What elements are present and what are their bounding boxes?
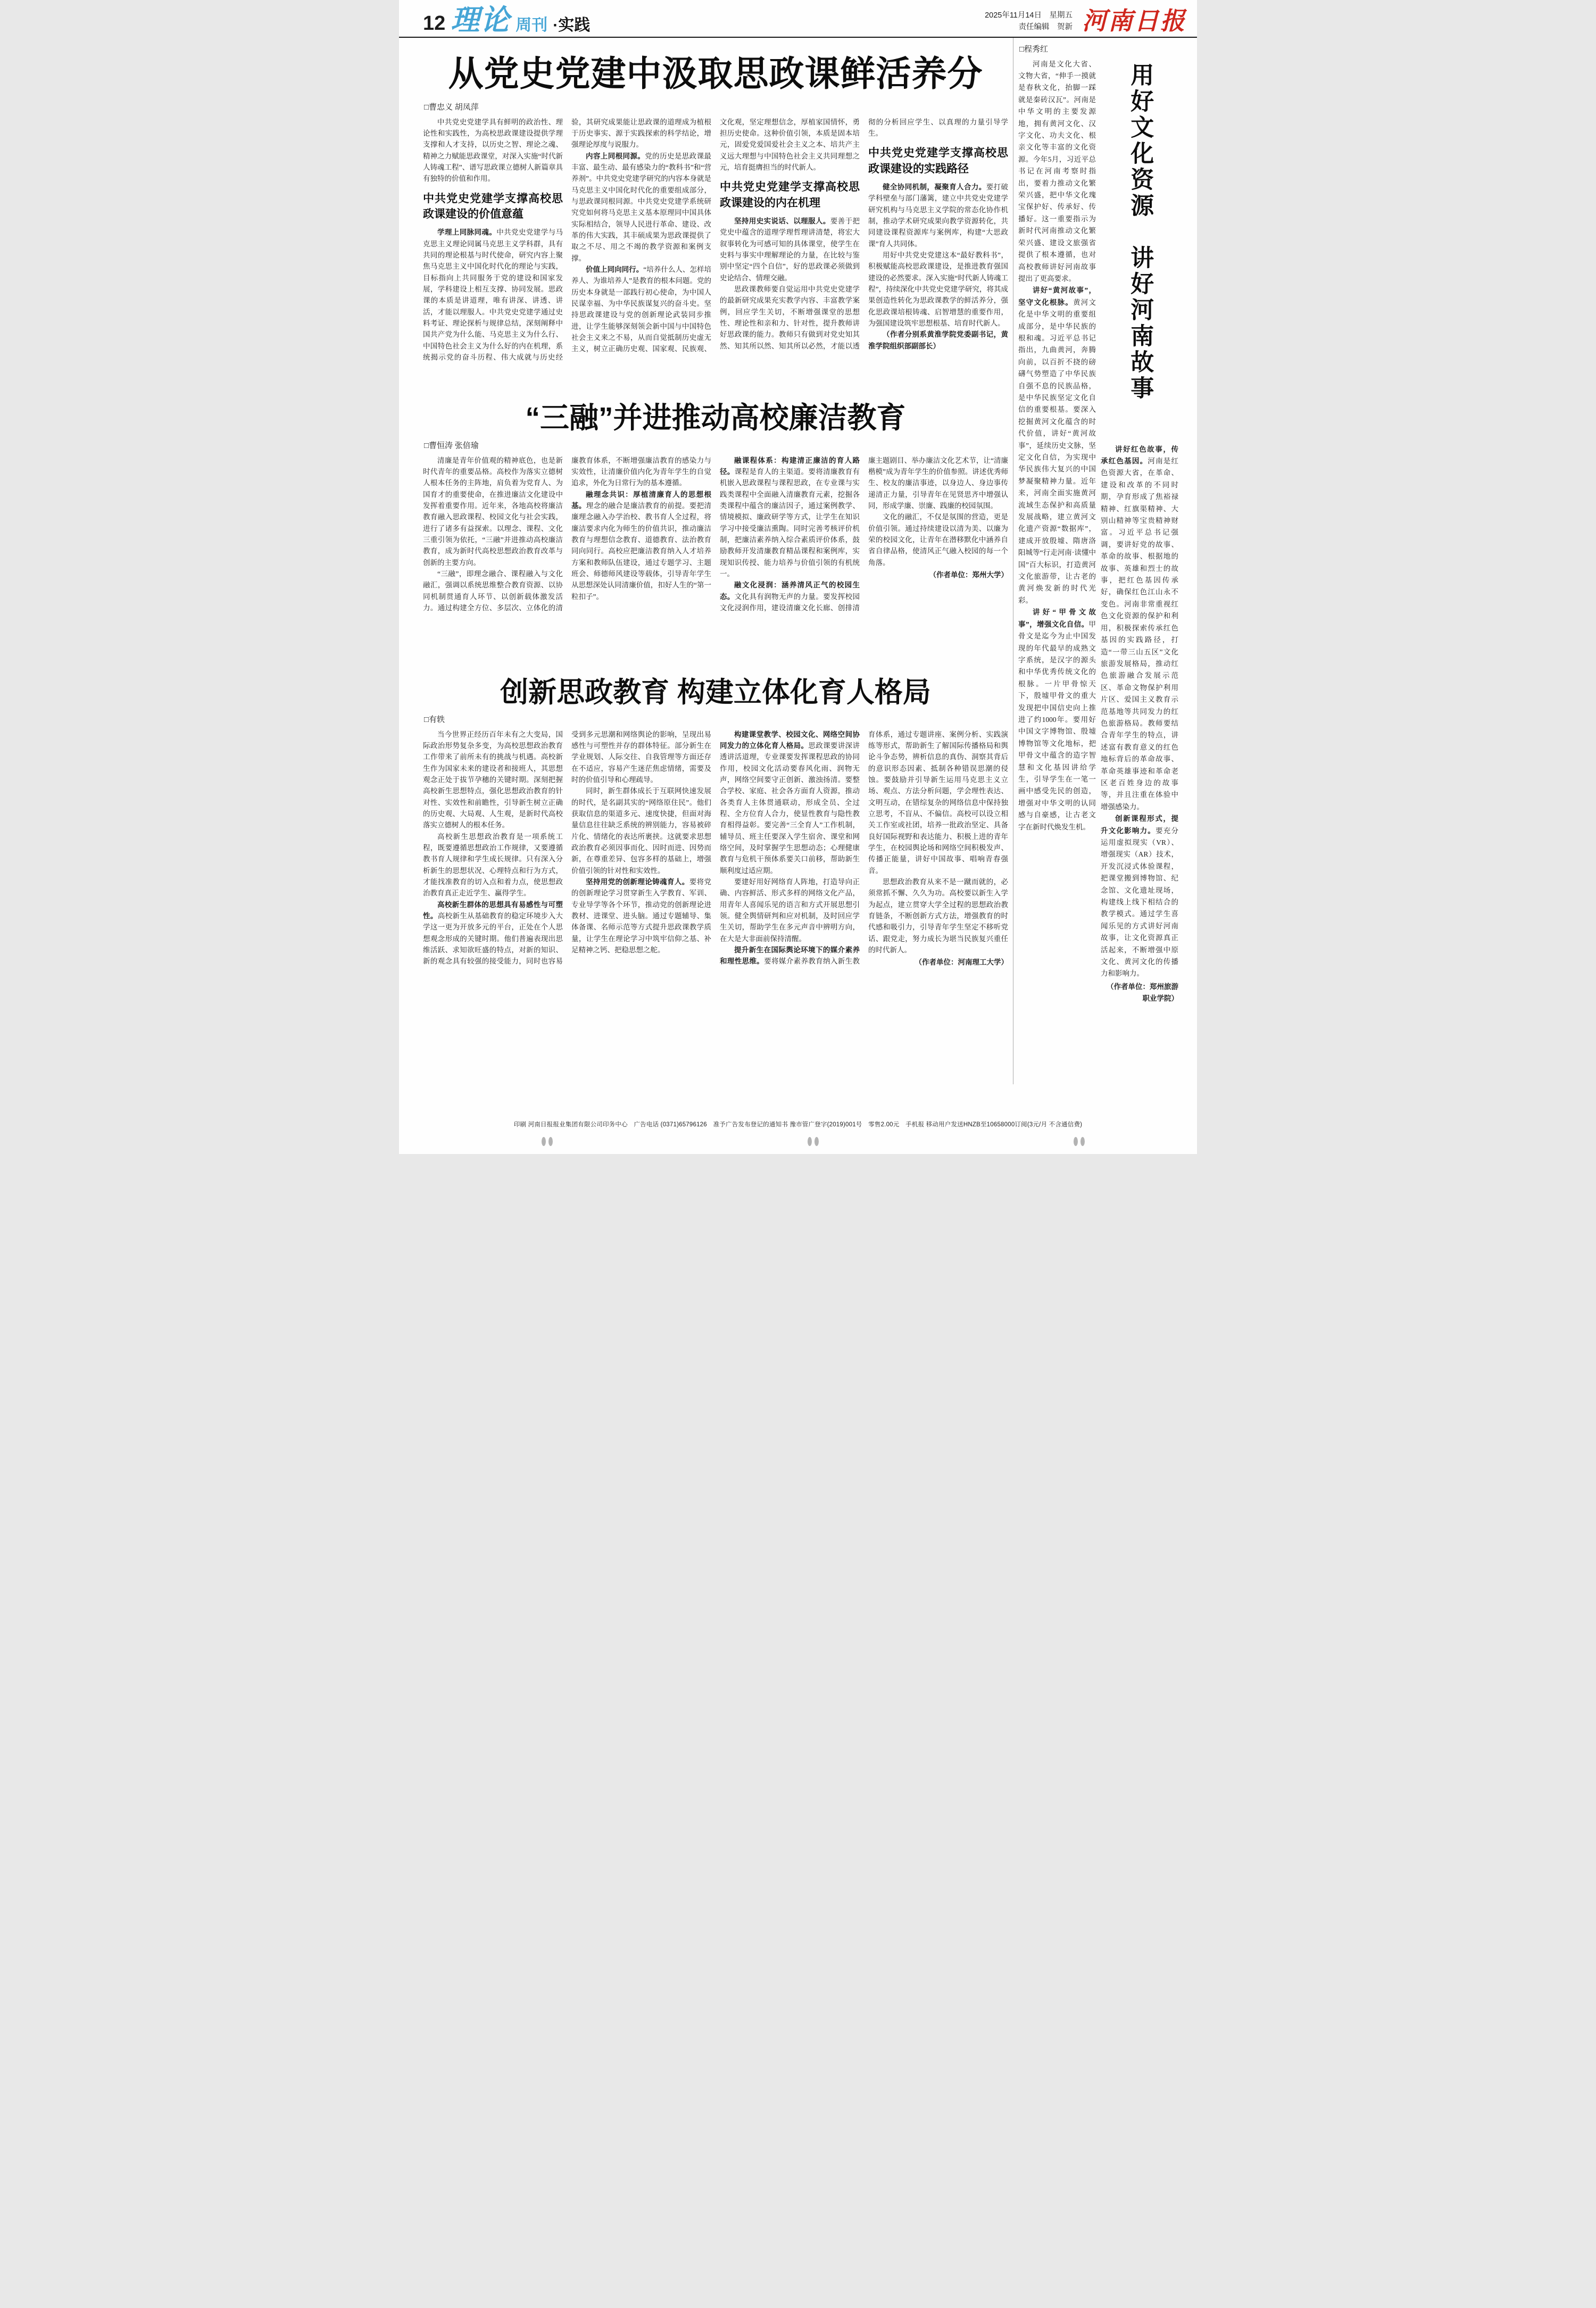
date-text: 2025年11月14日 星期五 [985,11,1073,20]
dateline-block [985,9,1186,34]
paragraph-lead: 高校新生群体的思想具有易感性与可塑性。 [423,900,563,920]
paragraph: 讲好“甲骨文故事”，增强文化自信。甲骨文是迄今为止中国发现的年代最早的成熟文字系统，是汉字的源头和中华优秀传统文化的根脉。一片甲骨惊天下，殷墟甲骨文的重大发现把中国信史向上推进了约1000年。要用好中国文字博物馆、殷墟博物馆等文化地标，把甲骨文中蕴含的造字智慧和文化基因讲给学生，引导学生在一笔一画中感受先民的创造，增强对中华文明的认同感与自豪感，让古老文字在新时代焕发生机。 [1018,608,1096,831]
paragraph: 思想政治教育从来不是一蹴而就的，必须常抓不懈、久久为功。高校要以新生入学为起点，建立贯穿大学全过程的思想政治教育链条，不断创新方式方法，增强教育的时代感和吸引力，引导青年学生坚定不移听党话、跟党走，努力成长为堪当民族复兴重任的时代新人。 [868,877,1008,954]
paragraph-lead: 融文化浸润：涵养清风正气的校园生态。 [720,581,860,601]
paragraph: 融文化浸润：涵养清风正气的校园生态。文化具有润物无声的力量。要发挥校园文化浸润作用，建设清廉文化长廊、创排清廉主题剧目、举办廉洁文化艺术节，让“清廉楷模”成为青年学生的价值参照。讲述优秀师生、校友的廉洁事迹，以身边人、身边事传递清正力量，引导青年在见贤思齐中增强认同，形成学廉、崇廉、践廉的校园氛围。 [720,456,1008,612]
paragraph: 价值上同向同行。“培养什么人、怎样培养人、为谁培养人”是教育的根本问题。党的历史本身就是一部践行初心使命，为中国人民谋幸福、为中华民族谋复兴的奋斗史。坚持思政课建设与党的创新理论武装同步推进，让学生能够深刻领会新中国与中国特色社会主义来之不易，从而自觉抵制历史虚无主义，树立正确历史观、国家观、民族观、文化观，坚定理想信念，厚植家国情怀，勇担历史使命。这种价值引领，本质是固本培元，固爱党爱国爱社会主义之本、培共产主义远大理想与中国特色社会主义共同理想之元，培育挺膺担当的时代新人。 [571,118,860,353]
article2-body [423,455,1008,658]
author-attribution: （作者单位：河南理工大学） [915,958,1008,967]
paragraph-lead: 内容上同根同源。 [586,152,645,160]
author-attribution: （作者单位：郑州大学） [929,570,1008,579]
strip-right-text [1101,444,1178,1074]
paragraph: 高校新生群体的思想具有易感性与可塑性。高校新生从基础教育的稳定环境步入大学这一更为开放多元的平台，正处在个人思想观念形成的关键时期。他们普遍表现出思维活跃、求知欲旺盛的特点，对新的知识、新的观念具有较强的接受能力，同时也容易受到多元思潮和网络舆论的影响，呈现出易感性与可塑性并存的群体特征。部分新生在学业规划、人际交往、自我管理等方面还存在不适应，容易产生迷茫焦虑情绪，需要及时的价值引导和心理疏导。 [423,730,711,966]
article-ideological-education [423,670,1008,1051]
paragraph-lead: 提升新生在国际舆论环境下的媒介素养和理性思维。 [720,945,860,966]
article1-headline: 从党史党建中汲取思政课鲜活养分 [448,53,983,93]
strip-vertical-headline: 用好文化资源 讲好河南故事 [1127,62,1153,402]
article-integrity-education [423,394,1008,658]
article-subhead: 中共党史党建学支撑高校思政课建设的内在机理 [720,181,860,209]
strip-columns [1018,59,1188,1084]
paragraph: 创新课程形式，提升文化影响力。要充分运用虚拟现实（VR）、增强现实（AR）技术，开发沉浸式体验课程，把课堂搬到博物馆、纪念馆、文化遗址现场，构建线上线下相结合的教学模式。通过学生喜闻乐见的方式讲好河南故事，让文化资源真正活起来，不断增强中原文化、黄河文化的传播力和影响力。 [1101,815,1178,978]
paragraph: 同时，新生群体成长于互联网快速发展的时代，是名副其实的“网络原住民”。他们获取信息的渠道多元、速度快捷，但面对海量信息往往缺乏系统的辨别能力，容易被碎片化、情绪化的表达所裹挟。这就要求思想政治教育必须因事而化、因时而进、因势而新，在尊重差异、包容多样的基础上，增强价值引领的针对性和实效性。 [571,787,711,875]
page-number: 12 [423,12,446,35]
paragraph: 用好中共党史党建这本“最好教科书”，积极赋能高校思政课建设，是推进教育强国建设的必然要求。深入实施“时代新人铸魂工程”，持续深化中共党史党建学研究，将其成果创造性转化为思政课教学的鲜活养分，强化思政课培根铸魂、启智增慧的重要作用，为强国建设筑牢思想根基、培育时代新人。 [868,251,1008,327]
strip-byline: □程秀红 [1019,45,1049,54]
paragraph: 构建课堂教学、校园文化、网络空间协同发力的立体化育人格局。思政课要讲深讲透讲活道理，专业课要发挥课程思政的协同作用，校园文化活动要春风化雨、润物无声，网络空间要守正创新、激浊扬清。要整合学校、家庭、社会各方面育人资源，推动各类育人主体贯通联动，形成全员、全过程、全方位育人合力，使显性教育与隐性教育相得益彰。要完善“三全育人”工作机制，辅导员、班主任要深入学生宿舍、课堂和网络空间，及时掌握学生思想动态；心理健康教育与危机干预体系要关口前移，帮助新生顺利度过适应期。 [720,730,860,875]
author-attribution: （作者分别系黄淮学院党委副书记，黄淮学院组织部副部长） [868,330,1008,350]
article-subhead: 中共党史党建学支撑高校思政课建设的价值意蕴 [423,192,563,220]
paragraph: 坚持用史实说话、以理服人。要善于把党史中蕴含的道理学理哲理讲清楚，将宏大叙事转化为可感可知的具体课堂，使学生在史料与事实中理解理论的力量，在比较与鉴别中坚定“四个自信”，好的思政课必须做到史论结合、情理交融。 [720,217,860,282]
article-subhead: 中共党史党建学支撑高校思政课建设的实践路径 [868,147,1008,175]
dateline [985,10,1073,34]
paragraph: 融课程体系：构建清正廉洁的育人路径。课程是育人的主渠道。要将清廉教育有机嵌入思政课程与课程思政，在专业课与实践类课程中全面融入清廉教育元素，挖掘各类课程中蕴含的廉洁因子，通过案例教学、情境模拟、廉政研学等方式，让学生在知识学习中接受廉洁熏陶。同时完善考核评价机制，把廉洁素养纳入综合素质评价体系，鼓励教师开发清廉教育精品课程和案例库，实现知识传授、能力培养与价值引领的有机统一。 [720,456,860,578]
main-column-area [423,38,1008,1084]
article3-byline: □有轶 [424,715,445,724]
paragraph: 思政课教师要自觉运用中共党史党建学的最新研究成果充实教学内容、丰富教学案例，回应学生关切，不断增强课堂的思想性、理论性和亲和力、针对性，提升教师讲好思政课的能力。教师只有做到对党史知其然、知其所以然、知其所以必然，才能以透彻的分析回应学生、以真理的力量引导学生。 [720,118,1008,350]
page-header [399,0,1197,38]
paragraph: 河南是文化大省、文物大省，“伸手一摸就是春秋文化，抬脚一踩就是秦砖汉瓦”。河南是中华文明的主要发源地，拥有黄河文化、汉字文化、功夫文化、根亲文化等丰富的文化资源。今年5月，习近平总书记在河南考察时指出，要着力推动文化繁荣兴盛，把中华文化瑰宝保护好、传承好、传播好。这一重要指示为新时代河南推动文化繁荣兴盛、建设文旅强省提供了根本遵循，也对高校教师讲好河南故事提出了更高要求。 [1018,60,1096,283]
paragraph: “三融”，即理念融合、课程融入与文化融汇，强调以系统思维整合教育资源、以协同机制贯通育人环节、以创新载体激发活力。通过构建全方位、多层次、立体化的清廉教育体系，不断增强廉洁教育的感染力与实效性，让清廉价值内化为青年学生的自觉追求，外化为日常行为的基本遵循。 [423,456,711,612]
editor-text: 责任编辑 贺新 [1018,22,1073,31]
paragraph-lead: 融理念共识：厚植清廉育人的思想根基。 [571,490,711,510]
article-party-history [423,45,1008,384]
paragraph: 中共党史党建学具有鲜明的政治性、理论性和实践性，为高校思政课建设提供学理支撑和人才支持，以历史之智、理论之魂、精神之力赋能思政课堂，对深入实施“时代新人铸魂工程”、谱写思政课立德树人新篇章具有独特的价值和作用。 [423,118,563,183]
dot-pair [542,1137,553,1146]
paragraph-lead: 创新课程形式，提升文化影响力。 [1101,815,1178,835]
section-title: 理论 [451,4,511,36]
paragraph: 内容上同根同源。党的历史是思政课最丰富、最生动、最有感染力的“教科书”和“营养剂”。中共党史党建学研究的内容本身就是马克思主义中国化时代化的重要组成部分，与思政课同根同源。中共党史党建学系统研究党如何将马克思主义基本原理同中国具体实际相结合，领导人民进行革命、建设、改革的伟大实践，其丰硕成果为思政课提供了取之不尽、用之不竭的教学资源和案例支撑。 [571,152,711,262]
article2-byline: □曹恒涛 张倍瑜 [424,441,479,450]
paragraph-lead: 讲好“甲骨文故事”，增强文化自信。 [1018,608,1096,628]
paragraph-lead: 讲好“黄河故事”，坚守文化根脉。 [1018,286,1096,306]
strip-left-column [1018,59,1096,1084]
strip-right-column [1101,59,1178,1084]
paragraph: 讲好“黄河故事”，坚守文化根脉。黄河文化是中华文明的重要组成部分，是中华民族的根和魂。习近平总书记指出，九曲黄河，奔腾向前，以百折不挠的磅礴气势塑造了中华民族自强不息的民族品格，是中华民族坚定文化自信的重要根基。要深入挖掘黄河文化蕴含的时代价值，讲好“黄河故事”，延续历史文脉，坚定文化自信，为实现中华民族伟大复兴的中国梦凝聚精神力量。近年来，河南全面实施黄河流域生态保护和高质量发展战略，建立黄河文化遗产资源“数据库”，建成开放殷墟、隋唐洛阳城等“行走河南·读懂中国”百大标识，打造黄河文化旅游带，让古老的黄河焕发新的时代光彩。 [1018,286,1096,604]
paragraph-lead: 坚持用史实说话、以理服人。 [734,217,830,226]
section-masthead [423,4,591,36]
paragraph: 学理上同脉同魂。中共党史党建学与马克思主义理论同属马克思主义学科群，具有共同的理论根基与时代使命，研究内容上聚焦马克思主义中国化时代化的理论与实践，目标指向上共同服务于党的建设和国家发展，学科建设上相互支撑、协同发展。思政课的本质是讲道理，唯有讲深、讲透、讲活，才能以理服人。中共党史党建学通过史料考证、理论探析与规律总结，深刻阐释中国共产党为什么能、马克思主义为什么行、中国特色社会主义为什么好的内在机理，系统揭示党的奋斗历程、伟大成就与历史经验，其研究成果能让思政课的道理成为植根于历史事实、源于实践探索的科学结论，增强理论厚度与说服力。 [423,118,711,361]
registration-dots [399,1137,1197,1148]
author-attribution: （作者单位：郑州旅游职业学院） [1107,982,1178,1003]
paragraph-lead: 坚持用党的创新理论铸魂育人。 [586,877,689,886]
page-footer [399,1120,1197,1154]
paragraph-lead: 融课程体系：构建清正廉洁的育人路径。 [720,456,860,476]
article1-byline: □曹忠义 胡凤萍 [424,103,479,112]
newspaper-page [399,0,1197,1154]
paragraph-lead: 构建课堂教学、校园文化、网络空间协同发力的立体化育人格局。 [720,730,860,750]
article3-headline: 创新思政教育 构建立体化育人格局 [500,676,931,708]
article3-body [423,729,1008,1051]
article1-body [423,117,1008,384]
paragraph-lead: 价值上同向同行。 [586,265,644,273]
paragraph: 讲好红色故事，传承红色基因。河南是红色资源大省，在革命、建设和改革的不同时期，孕育形成了焦裕禄精神、红旗渠精神、大别山精神等宝贵精神财富。习近平总书记强调，要讲好党的故事、革命的故事、根据地的故事、英雄和烈士的故事，把红色基因传承好，确保红色江山永不变色。河南非常重视红色文化资源的保护和利用，积极探索传承红色基因的实践路径，打造“一带三山五区”文化旅游发展格局，推动红色旅游融合发展示范区、革命文物保护利用片区、爱国主义教育示范基地等共同发力的红色旅游格局。教师要结合青年学生的特点，讲述富有教育意义的红色地标背后的革命故事、革命英雄事迹和革命老区老百姓身边的故事等，并且注重在体验中增强感染力。 [1101,445,1178,811]
article2-headline: “三融”并进推动高校廉洁教育 [525,401,906,434]
paragraph: 高校新生思想政治教育是一项系统工程，既要遵循思想政治工作规律，又要遵循教书育人规律和学生成长规律。只有深入分析新生的思想状况、心理特点和行为方式，才能找准教育的切入点和着力点，使思想政治教育真正走近学生、赢得学生。 [423,832,563,898]
dot-pair [808,1137,819,1146]
paragraph-lead: 讲好红色故事，传承红色基因。 [1101,445,1178,465]
paragraph: 坚持用党的创新理论铸魂育人。要将党的创新理论学习贯穿新生入学教育、军训、专业导学等各个环节，推动党的创新理论进教材、进课堂、进头脑。通过专题辅导、集体备课、名师示范等方式提升思政课教学质量，让学生在理论学习中筑牢信仰之基、补足精神之钙、把稳思想之舵。 [571,877,711,954]
paragraph: 要建好用好网络育人阵地，打造导向正确、内容鲜活、形式多样的网络文化产品，用青年人喜闻乐见的语言和方式开展思想引领。健全舆情研判和应对机制，及时回应学生关切，帮助学生在多元声音中辨明方向，在大是大非面前保持清醒。 [720,877,860,943]
page-content [399,38,1197,1084]
paragraph: 当今世界正经历百年未有之大变局，国际政治形势复杂多变，为高校思想政治教育工作带来了前所未有的挑战与机遇。高校新生作为国家未来的建设者和接班人，其思想观念正处于拔节孕穗的关键时期。深刻把握高校新生思想特点，强化思想政治教育的针对性、实效性和前瞻性，引导新生树立正确的历史观、大局观、人生观，是新时代高校落实立德树人的根本任务。 [423,730,563,829]
article-henan-culture [1013,38,1188,1084]
imprint-line: 印刷 河南日报报业集团有限公司印务中心 广告电话 (0371)65796126 准予广告发布登记的通知书 豫市管广登字(2019)001号 零售2.00元 手机报 移动用户发送HNZB至10658000订阅(3元/月 不含通信费) [513,1122,1083,1128]
paragraph: 文化的融汇，不仅是氛围的营造，更是价值引领。通过持续建设以清为美、以廉为荣的校园文化，让青年在潜移默化中涵养自省自律品格，使清风正气融入校园的每一个角落。 [868,513,1008,567]
paragraph-lead: 学理上同脉同魂。 [437,228,497,237]
dot-pair [1074,1137,1085,1146]
section-subtitle: 周刊 [516,16,548,34]
paragraph: 提升新生在国际舆论环境下的媒介素养和理性思维。要将媒介素养教育纳入新生教育体系，通过专题讲座、案例分析、实践演练等形式，帮助新生了解国际传播格局和舆论斗争态势，辨析信息的真伪、洞察其背后的意识形态因素、抵制各种错误思潮的侵蚀。要鼓励并引导新生运用马克思主义立场、观点、方法分析问题，学会理性表达、文明互动，在错综复杂的网络信息中保持独立思考，不盲从、不偏信。高校可以设立相关工作室或社团，培养一批政治坚定、具备良好国际视野和表达能力、积极上进的青年学生，在校园舆论场和网络空间积极发声、传播正能量，讲好中国故事、唱响青春强音。 [720,730,1008,966]
section-tag: ·实践 [553,16,591,34]
newspaper-logo: 河南日报 [1082,7,1186,35]
paragraph-lead: 健全协同机制，凝聚育人合力。 [883,183,986,192]
paragraph: 健全协同机制，凝聚育人合力。要打破学科壁垒与部门藩篱，建立中共党史党建学研究机构与马克思主义学院的常态化协作机制，推动学术研究成果向教学资源转化，共同建设课程资源库与案例库，构建“大思政课”育人共同体。 [868,183,1008,248]
paragraph: 清廉是青年价值观的精神底色，也是新时代青年的重要品格。高校作为落实立德树人根本任务的主阵地，肩负着为党育人、为国育才的重要使命，在推进廉洁文化建设中发挥着重要作用。近年来，各地高校将廉洁教育融入思政课程、校园文化与社会实践，进行了诸多有益探索。以理念、课程、文化三重引领为依托，“三融”并进推动高校廉洁教育，成为新时代高校思想政治教育改革与创新的主要方向。 [423,456,563,567]
paragraph: 融理念共识：厚植清廉育人的思想根基。理念的融合是廉洁教育的前提。要把清廉理念融入办学治校、教书育人全过程，将廉洁要求内化为师生的价值共识，推动廉洁教育与理想信念教育、道德教育、法治教育同向同行。高校应把廉洁教育纳入人才培养方案和教师队伍建设，通过专题学习、主题班会、师德师风建设等载体，引导青年学生从思想深处认同清廉价值，扣好人生的“第一粒扣子”。 [571,490,712,601]
